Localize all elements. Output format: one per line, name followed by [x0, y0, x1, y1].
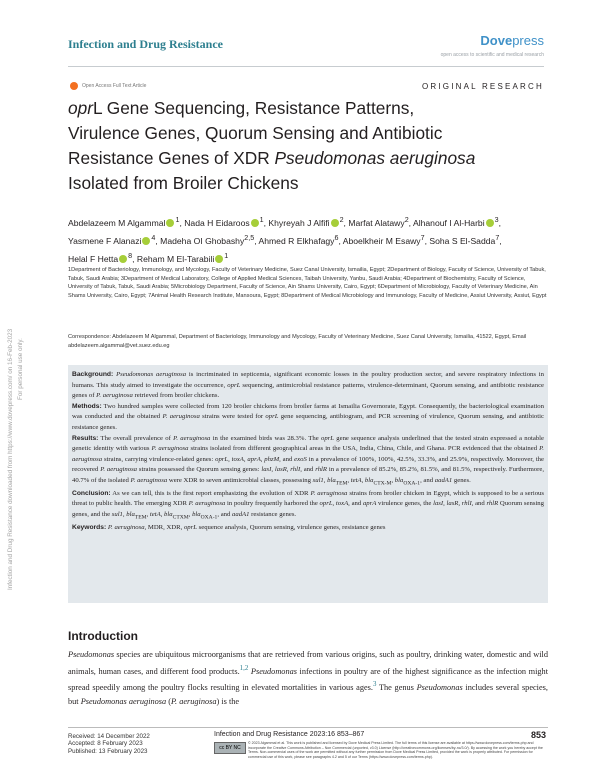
gene-name: oprL — [227, 381, 241, 389]
species-name: P. aeruginosa — [72, 445, 544, 463]
published-date: Published: 13 February 2023 — [68, 747, 148, 755]
title-species: Pseudomonas aeruginosa — [274, 148, 476, 168]
title-gene-oprl: opr — [68, 98, 93, 118]
open-access-text: Open Access Full Text Article — [82, 83, 147, 89]
affiliation-ref: 4 — [151, 233, 156, 242]
species-name: P. aeruginosa — [162, 413, 200, 421]
orcid-icon[interactable] — [251, 219, 259, 227]
journal-citation[interactable]: Infection and Drug Resistance 2023:16 853–867 — [214, 731, 365, 738]
gene-name: , tetA, bla — [146, 511, 173, 519]
abstract-text: retrieved from broiler chickens. — [132, 392, 220, 400]
genus-name: Pseudomonas — [68, 650, 115, 659]
abstract-text: is incriminated in septicemia, significant economic losses in the poultry production sector, and severe respiratory infections in humans. This study aimed to investigate the occurrence, — [72, 371, 544, 389]
gene-name: aprA — [362, 500, 377, 508]
body-text: ) is the — [216, 696, 240, 706]
genus-name: Pseudomonas — [416, 682, 463, 692]
gene-name: oprL, toxA, — [319, 500, 350, 508]
abstract-text: As we can tell, this is the first report emphasizing the evolution of XDR — [110, 489, 311, 497]
species-name: P. aeruginosa — [130, 476, 168, 484]
introduction-body — [68, 648, 548, 708]
journal-name[interactable]: Infection and Drug Resistance — [68, 37, 223, 51]
gene-name: oprL — [320, 434, 334, 442]
body-text: includes several species, but — [68, 682, 548, 706]
title-line-3 — [68, 148, 475, 168]
page-number: 853 — [530, 730, 546, 740]
title-line-1-text: L Gene Sequencing, Resistance Patterns, — [92, 98, 415, 118]
abstract-text: gene sequencing, antibiogram, and PCR screening of virulence, Quorum sensing, and antibiotic resistance genes. — [72, 413, 544, 431]
affiliation-ref: 1 — [175, 216, 180, 224]
abstract-text: strains were tested for — [199, 413, 266, 421]
abstract-text: in a prevalence of 85.2%, 85.2%, 81.5%, and 81.5%, respectively. Furthermore, 40.7% of the isolated — [72, 466, 544, 484]
species-name: P. aeruginosa — [310, 489, 348, 497]
body-text: The genus — [376, 682, 417, 692]
citation-link[interactable]: 3 — [372, 681, 377, 689]
orcid-icon[interactable] — [331, 219, 339, 227]
abstract-text: The overall prevalence of — [98, 434, 174, 442]
received-date: Received: 14 December 2022 — [68, 733, 150, 740]
abstract-text: in a prevalence of 100%, 100%, 42.5%, 33.3%, and 25.9%, respectively. Moreover, the recovered — [72, 455, 544, 474]
abstract-text: and — [301, 466, 316, 474]
creative-commons-icon[interactable]: cc BY NC — [214, 742, 246, 754]
publisher-logo-dove: Dove — [480, 33, 513, 48]
correspondence: Correspondence: Abdelazeem M Algammal, Department of Bacteriology, Immunology and Mycology, Faculty of Veterinary Medicine, Suez Canal University, Ismailia, 41522, Egypt, Email abdelazeem.algammal@vet.suez.edu.eg — [68, 334, 527, 349]
gene-subscript: CTXM — [172, 514, 189, 521]
publisher-tagline: open access to scientific and medical research — [440, 52, 544, 58]
orcid-icon[interactable] — [142, 237, 150, 245]
author-name[interactable]: , Nada H Eidaroos — [179, 217, 250, 228]
species-name: Pseudomonas aeruginosa — [116, 371, 187, 378]
abstract-keywords — [72, 523, 544, 534]
author-name[interactable]: , Madeha OI Ghobashy — [155, 235, 245, 246]
species-name: P. aeruginosa — [106, 523, 145, 531]
affiliation-ref: 1 — [224, 251, 229, 260]
gene-name: aadA1 — [232, 511, 250, 519]
species-name: Pseudomonas aeruginosa — [80, 696, 167, 706]
abstract-text: genes. — [452, 476, 471, 484]
author-name[interactable]: , Khyreyah J Alfifi — [263, 217, 330, 228]
abstract-label: Methods: — [72, 402, 102, 410]
keywords-text: sequence analysis, Quorum sensing, virulence genes, resistance genes — [196, 523, 386, 531]
affiliations: 1Department of Bacteriology, Immunology, and Mycology, Faculty of Veterinary Medicine, Suez Canal University, Ismailia, Egypt; 2Department of Biology, Faculty of Science, University of Tabuk, Tabuk, Saudi Arabia; 3Department of Medical Laboratory, College of Applied Medical Sciences, Taibah University, Yanbu, Saudi Arabia; 4Department of Biochemistry, Faculty of Science, University of Tabuk, Tabuk, Saudi Arabia; 5Microbiology Department, Faculty of Science, Ain Shams University, Cairo, Egypt; 6Department of Microbiology, Faculty of Veterinary Medicine, Ain Shams University, Cairo, Egypt; 7Animal Health Research Institute, Mansoura, Egypt; 8Department of Medical Microbiology and Immunology, Faculty of Medicine, Assiut University, Assiut, Egypt — [68, 267, 547, 300]
abstract-label: Background: — [72, 371, 114, 378]
body-text: ( — [166, 696, 172, 706]
abstract-text: virulence genes, the — [376, 500, 434, 508]
affiliation-ref: 6 — [334, 233, 339, 242]
header-divider — [68, 66, 544, 67]
abstract-text: strains, carrying virulence-related genes: — [102, 455, 216, 463]
gene-name: rhlR — [315, 466, 327, 474]
accepted-date: Accepted: 8 February 2023 — [68, 740, 143, 748]
abstract-results-paragraph — [72, 434, 544, 489]
abstract-text: sequencing, antimicrobial resistance patterns, virulence-determinant, Quorum sensing, and antibiotic resistance genes of — [72, 381, 544, 400]
footer-divider — [68, 727, 548, 728]
abstract-text: Two hundred samples were collected from 120 broiler chickens from broiler farms at Ismailia Governorate, Egypt. Consequently, the bacteriological examination was conducted and the obtained — [72, 402, 544, 421]
abstract — [72, 370, 544, 534]
watermark-line-2: For personal use only. — [17, 338, 24, 400]
gene-subscript: OXA-1 — [200, 514, 218, 521]
gene-subscript: CTX-M — [373, 480, 392, 487]
affiliation-ref: 8 — [128, 251, 133, 260]
introduction-paragraph — [68, 648, 548, 708]
abstract-text: , and — [420, 476, 435, 484]
abstract-background-paragraph — [72, 370, 544, 402]
gene-name: , bla — [391, 476, 404, 484]
species-name: P. aeruginosa — [96, 392, 133, 400]
abstract-text: in the examined birds was 28.3%. The — [210, 434, 321, 442]
abstract-text: and — [280, 455, 295, 463]
affiliation-ref: 7 — [495, 233, 500, 242]
gene-subscript: TEM — [335, 480, 348, 487]
orcid-icon[interactable] — [486, 219, 494, 227]
abstract-text: in poultry frequently harbored the — [225, 500, 320, 508]
gene-name: sul1, bla — [111, 511, 135, 519]
author-name[interactable]: Abdelazeem M Algammal — [68, 217, 166, 228]
publisher-logo-press: press — [512, 33, 544, 48]
orcid-icon[interactable] — [119, 255, 127, 263]
publication-dates — [68, 733, 150, 755]
abstract-text: resistance genes. — [249, 511, 297, 519]
abstract-text: and — [473, 500, 487, 508]
gene-name: , tetA, bla — [347, 476, 374, 484]
author-name[interactable]: , Soha S El-Sadda — [424, 235, 496, 246]
affiliation-ref: 2,5 — [244, 233, 255, 242]
gene-name: rhlR — [486, 500, 499, 508]
publisher-logo[interactable] — [480, 33, 544, 48]
genus-name: Pseudomonas — [250, 666, 297, 676]
gene-name: oprL, toxA, aprA, phzM, — [215, 455, 281, 463]
license-text: © 2023 Algammal et al. This work is published and licensed by Dove Medical Press Limited. The full terms of this license are available at https://www.dovepress.com/terms.php and incorporate the Creative Commons Attribution – Non Commercial (unported, v3.0) License (http://creativecommons.org/licenses/by-nc/3.0/). By accessing the work you hereby accept the Terms. Non-commercial uses of the work are permitted without any further permission from Dove Medical Press Limited, provided the work is properly attributed. For permission for commercial use of this work, please see paragraphs 4.2 and 5 of our Terms (https://www.dovepress.com/terms.php). — [248, 741, 543, 759]
watermark-line-1: Infection and Drug Resistance downloaded from https://www.dovepress.com/ on 16-Feb-2023 — [7, 328, 14, 590]
article-title — [68, 96, 548, 196]
abstract-text: strains from broiler chicken in Egypt, which is supposed to be a serious threat to public health. The emerging XDR — [72, 489, 544, 508]
author-name[interactable]: , Reham M El-Tarabili — [132, 253, 215, 264]
abstract-text: strains isolated from different geographical areas in the USA, India, China, Chile, and Ghana. PCR evidenced that the obtained — [188, 445, 540, 453]
body-text: species are ubiquitous microorganisms that are retrieved from various origins, such as poultry, drinking water, domestic and wild animals, human cases, and different food products. — [68, 650, 548, 676]
body-text: infections in poultry are of the highest significance as the infection might spread speedily among the poultry flocks resulting in elevated mortalities in various ages. — [68, 666, 549, 692]
species-name: P. aeruginosa — [173, 434, 211, 442]
gene-name: oprL — [265, 413, 279, 421]
gene-name: lasI, lasR, rhlI, — [261, 466, 302, 474]
orcid-icon[interactable] — [166, 219, 174, 227]
open-access-icon — [70, 82, 78, 90]
gene-name: lasI, lasR, rhlI, — [433, 500, 474, 508]
affiliation-ref: 1 — [259, 216, 264, 224]
author-name[interactable]: Helal F Hetta — [68, 253, 119, 264]
orcid-icon[interactable] — [215, 255, 223, 263]
abstract-conclusion-paragraph — [72, 489, 544, 523]
species-name: P. aeruginosa — [171, 696, 217, 706]
open-access-label — [70, 82, 146, 90]
affiliation-ref: 3 — [494, 216, 499, 224]
gene-name: sul1, bla — [312, 476, 336, 484]
title-line-3-text: Resistance Genes of XDR — [68, 148, 275, 168]
affiliation-ref: 2 — [404, 216, 409, 224]
gene-subscript: OXA-1 — [403, 480, 421, 487]
abstract-text: Quorum sensing genes, and the — [72, 500, 544, 519]
title-line-2: Virulence Genes, Quorum Sensing and Antibiotic — [68, 123, 443, 143]
abstract-label: Conclusion: — [72, 489, 111, 497]
affiliation-ref: 2 — [339, 216, 344, 224]
abstract-text: were XDR to seven antimicrobial classes, possessing — [167, 476, 313, 484]
species-name: P. aeruginosa — [151, 445, 189, 453]
abstract-text: gene sequence analysis underlined that the tested strain expressed a notable genetic identity with various — [72, 434, 544, 453]
abstract-methods-paragraph — [72, 402, 544, 434]
author-name[interactable]: Yasmene F Alanazi — [68, 235, 142, 246]
keywords-label: Keywords: — [72, 523, 107, 531]
author-name[interactable]: , Ahmed R Elkhafagy — [254, 235, 335, 246]
author-name[interactable]: , Aboelkheir M Esawy — [338, 235, 421, 246]
keywords-text: , MDR, XDR, — [144, 523, 184, 531]
gene-subscript: TEM — [134, 514, 147, 521]
title-line-4: Isolated from Broiler Chickens — [68, 173, 299, 193]
abstract-text: and — [349, 500, 363, 508]
author-name[interactable]: , Marfat Alatawy — [343, 217, 405, 228]
side-watermark — [1, 160, 31, 590]
abstract-label: Results: — [72, 434, 99, 442]
article-type: ORIGINAL RESEARCH — [421, 82, 544, 91]
abstract-text: , and — [217, 511, 233, 519]
author-list: Abdelazeem M Algammal $^1$, Nada H Eidaroos $^1$, Khyreyah J Alfifi $^2$, Marfat Alatawy$^2$, Alhanouf I Al-Harbi $^3$, Yasmene F Alanazi $^4$, Madeha OI Ghobashy$^{2,5}$, Ahmed R Elkhafagy$^6$, Aboelkheir M Esawy$^7$, Soha S El-Sadda$^7$, Helal F Hetta $^8$, Reham M El-Tarabili $^1$ — [68, 216, 502, 264]
species-name: P. aeruginosa — [188, 500, 226, 508]
affiliation-ref: 7 — [420, 233, 425, 242]
gene-name: oprL — [183, 523, 197, 531]
section-heading-introduction: Introduction — [68, 629, 138, 643]
gene-name: , bla — [188, 511, 201, 519]
abstract-text: strains possessed the Quorum sensing genes: — [137, 466, 262, 474]
gene-name: exoS — [294, 455, 307, 463]
citation-link[interactable]: 1,2 — [239, 664, 249, 672]
title-line-1 — [68, 98, 414, 118]
author-name[interactable]: , Alhanouf I Al-Harbi — [408, 217, 485, 228]
gene-name: aadA1 — [434, 476, 453, 484]
species-name: P. aeruginosa — [100, 466, 138, 474]
